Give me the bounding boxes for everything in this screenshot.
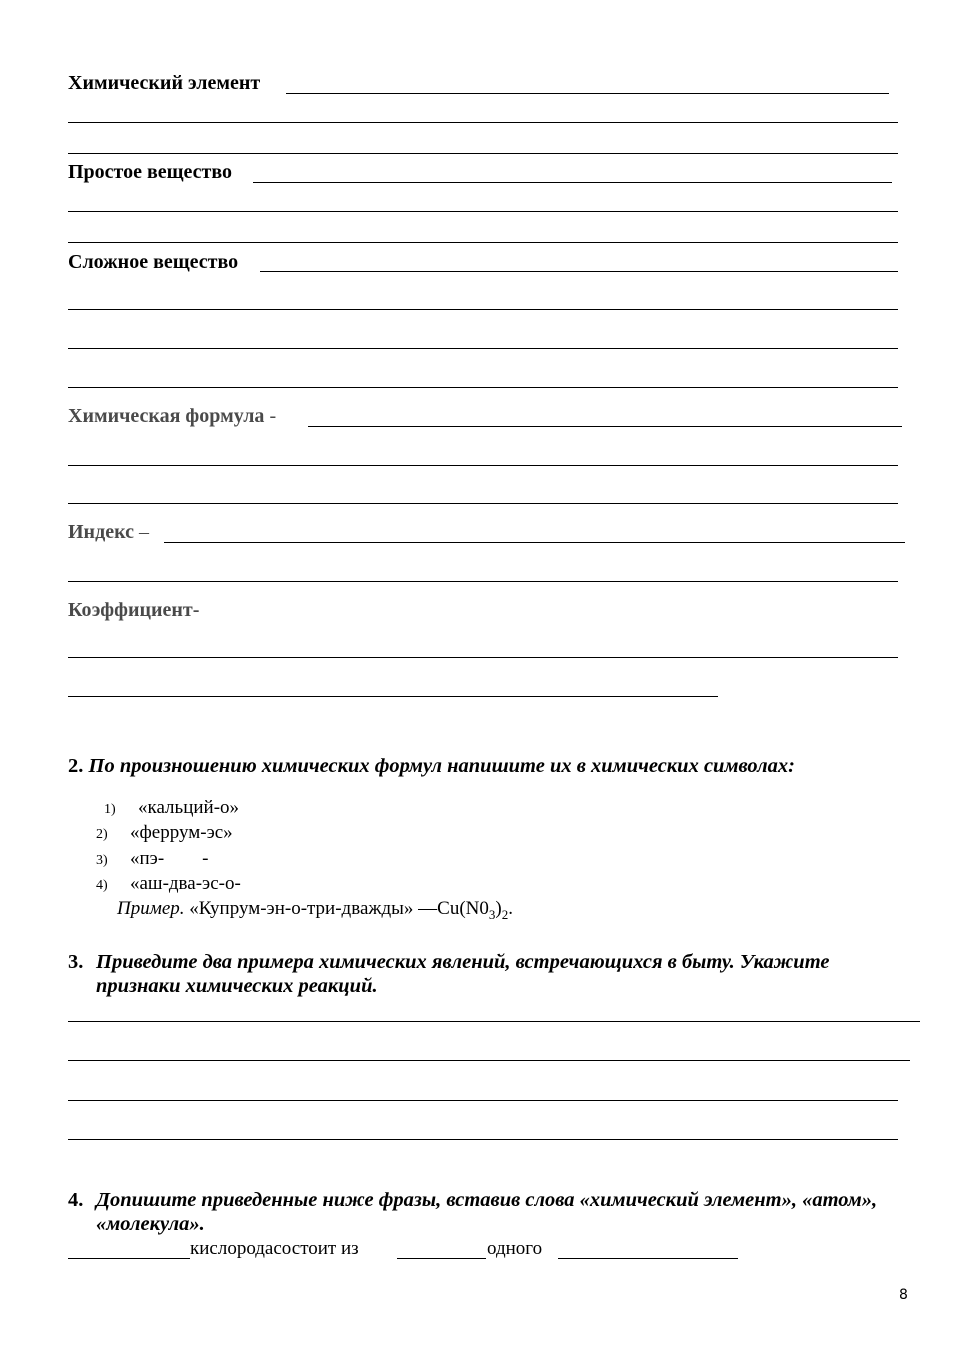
answer-line[interactable] xyxy=(308,426,902,427)
term-coefficient xyxy=(68,598,199,622)
blank-field[interactable] xyxy=(68,1258,190,1259)
list-item-number: 4) xyxy=(96,878,108,893)
task-text: Допишите приведенные ниже фразы, вставив слова «химический элемент», «атом», «молекула». xyxy=(96,1189,878,1235)
answer-line[interactable] xyxy=(68,1021,920,1022)
example-label: Пример. xyxy=(117,898,185,919)
term-label: Сложное вещество xyxy=(68,251,239,273)
answer-line[interactable] xyxy=(68,465,898,466)
task-number: 2. xyxy=(68,755,84,777)
term-complex-substance xyxy=(68,250,238,274)
example-subscript: 2 xyxy=(501,906,509,922)
term-chemical-formula xyxy=(68,404,276,428)
term-label: Индекс xyxy=(68,521,134,543)
list-item-text: «аш-два-эс-о- xyxy=(130,873,241,894)
term-simple-substance xyxy=(68,160,232,184)
list-item xyxy=(104,797,239,821)
task-number: 4. xyxy=(68,1189,84,1211)
term-label: Химический элемент xyxy=(68,72,261,94)
task3-heading xyxy=(68,950,913,998)
answer-line[interactable] xyxy=(260,271,898,272)
term-index xyxy=(68,520,149,544)
example-line xyxy=(117,898,513,926)
list-item xyxy=(96,848,208,872)
answer-line[interactable] xyxy=(68,387,898,388)
term-label: Простое вещество xyxy=(68,161,233,183)
list-item xyxy=(96,873,241,897)
fill-text: одного xyxy=(487,1238,543,1259)
task2-heading xyxy=(68,754,795,778)
list-item-text: «кальций-о» xyxy=(138,797,240,818)
list-item-number: 1) xyxy=(104,802,116,817)
example-paren: ) xyxy=(495,898,502,919)
task-number: 3. xyxy=(68,951,84,973)
list-item-number: 2) xyxy=(96,827,108,842)
example-end: . xyxy=(508,898,513,919)
term-dash: - xyxy=(264,405,277,427)
example-text: «Купрум-эн-о-три-дважды» —Cu(N0 xyxy=(184,898,489,919)
term-label: Коэффициент- xyxy=(68,599,200,621)
example-subscript: 3 xyxy=(488,906,496,922)
answer-line[interactable] xyxy=(68,657,426,658)
answer-line[interactable] xyxy=(68,211,898,212)
answer-line[interactable] xyxy=(68,309,898,310)
blank-field[interactable] xyxy=(558,1258,738,1259)
list-item xyxy=(96,822,233,846)
answer-line[interactable] xyxy=(68,348,898,349)
answer-line[interactable] xyxy=(164,542,905,543)
task-text: Приведите два примера химических явлений, встречающихся в быту. Укажите признаки химических реакций. xyxy=(96,951,830,997)
answer-line[interactable] xyxy=(68,153,898,154)
answer-line[interactable] xyxy=(68,1060,910,1061)
answer-line[interactable] xyxy=(68,122,898,123)
task-text: По произношению химических формул напишите их в химических символах: xyxy=(88,755,795,777)
answer-line[interactable] xyxy=(68,242,898,243)
answer-line[interactable] xyxy=(68,581,898,582)
fill-text: кислородасостоит из xyxy=(190,1238,359,1259)
blank-field[interactable] xyxy=(397,1258,486,1259)
term-chemical-element xyxy=(68,71,260,95)
answer-line[interactable] xyxy=(253,182,892,183)
answer-line[interactable] xyxy=(286,93,889,94)
answer-line[interactable] xyxy=(68,1100,898,1101)
term-dash: – xyxy=(133,521,149,543)
answer-line[interactable] xyxy=(68,696,718,697)
list-item-number: 3) xyxy=(96,853,108,868)
list-item-text: «феррум-эс» xyxy=(130,822,233,843)
answer-line[interactable] xyxy=(426,657,898,658)
answer-line[interactable] xyxy=(68,503,898,504)
list-item-text: «пэ- - xyxy=(130,848,209,869)
term-label: Химическая формула xyxy=(68,405,265,427)
task4-heading xyxy=(68,1188,913,1236)
page-number: 8 xyxy=(899,1287,908,1303)
answer-line[interactable] xyxy=(68,1139,898,1140)
